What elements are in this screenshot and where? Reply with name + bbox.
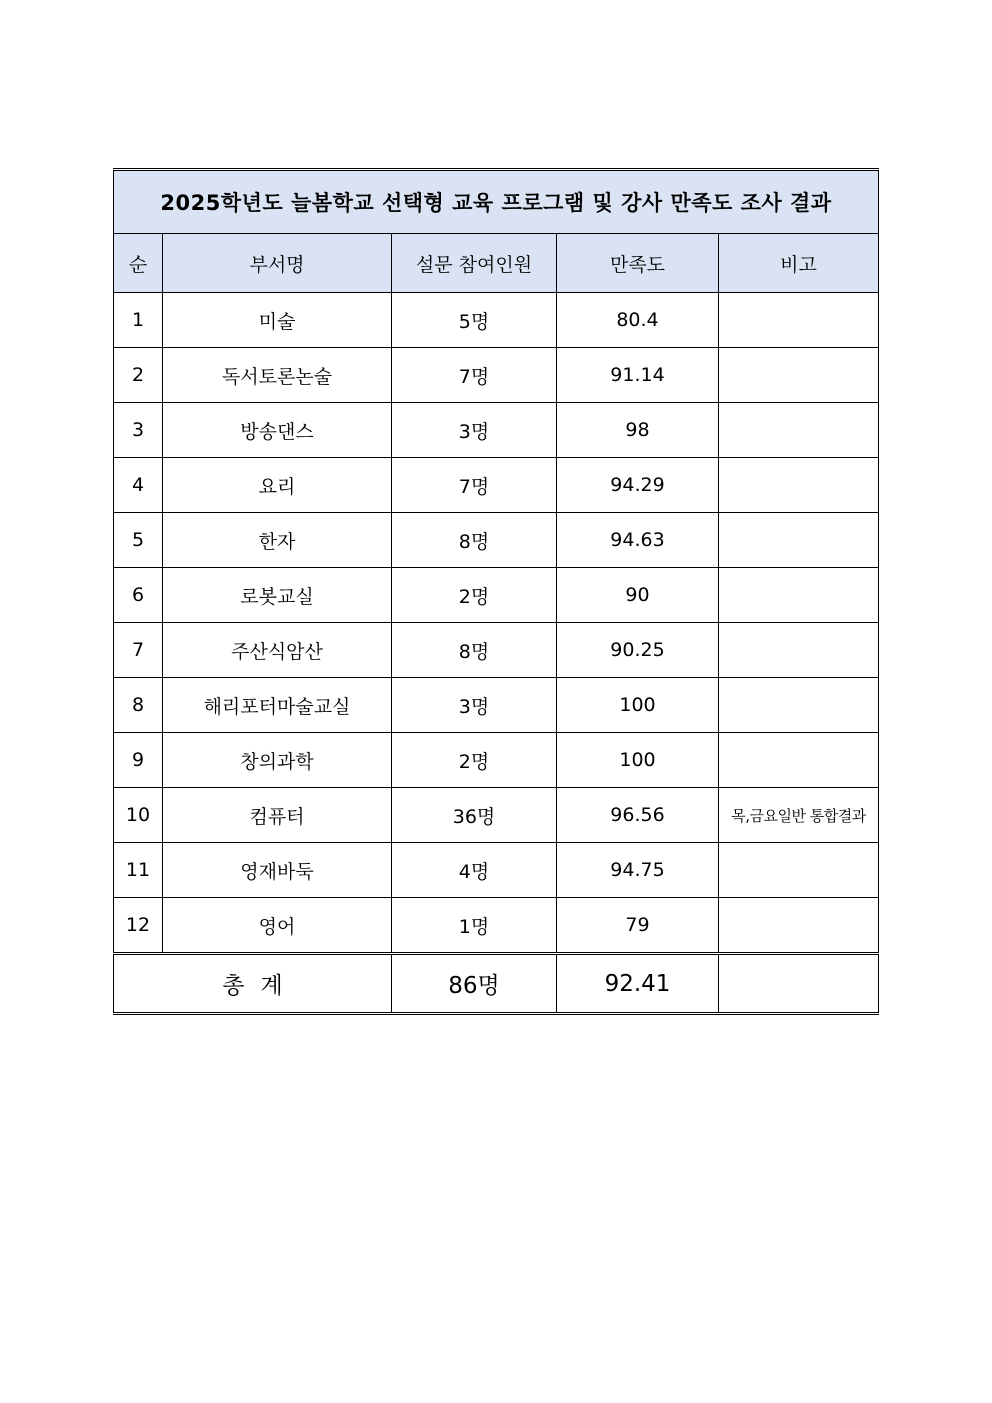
cell-no: 2 <box>114 348 163 403</box>
cell-note <box>719 733 879 788</box>
header-satisfaction: 만족도 <box>557 234 719 293</box>
cell-no: 6 <box>114 568 163 623</box>
page-title: 2025학년도 늘봄학교 선택형 교육 프로그램 및 강사 만족도 조사 결과 <box>114 170 879 234</box>
table-row <box>114 733 879 788</box>
survey-results-document <box>113 168 878 1015</box>
table-row <box>114 403 879 458</box>
cell-note <box>719 898 879 954</box>
cell-satisfaction: 90 <box>557 568 719 623</box>
table-row <box>114 293 879 348</box>
satisfaction-survey-table <box>113 168 879 1015</box>
total-label: 총계 <box>114 954 392 1014</box>
table-row <box>114 898 879 954</box>
table-row <box>114 568 879 623</box>
title-row <box>114 170 879 234</box>
total-note <box>719 954 879 1014</box>
cell-note <box>719 623 879 678</box>
cell-no: 4 <box>114 458 163 513</box>
cell-dept: 창의과학 <box>163 733 392 788</box>
table-row <box>114 458 879 513</box>
cell-note: 목,금요일반 통합결과 <box>719 788 879 843</box>
cell-dept: 주산식암산 <box>163 623 392 678</box>
cell-no: 12 <box>114 898 163 954</box>
cell-participants: 7명 <box>392 348 557 403</box>
table-row <box>114 623 879 678</box>
cell-note <box>719 348 879 403</box>
cell-dept: 요리 <box>163 458 392 513</box>
cell-satisfaction: 100 <box>557 678 719 733</box>
cell-satisfaction: 94.29 <box>557 458 719 513</box>
cell-note <box>719 843 879 898</box>
header-participants: 설문 참여인원 <box>392 234 557 293</box>
cell-satisfaction: 98 <box>557 403 719 458</box>
cell-dept: 한자 <box>163 513 392 568</box>
cell-no: 10 <box>114 788 163 843</box>
cell-participants: 5명 <box>392 293 557 348</box>
cell-no: 7 <box>114 623 163 678</box>
cell-no: 1 <box>114 293 163 348</box>
cell-participants: 1명 <box>392 898 557 954</box>
cell-satisfaction: 96.56 <box>557 788 719 843</box>
cell-satisfaction: 100 <box>557 733 719 788</box>
cell-participants: 7명 <box>392 458 557 513</box>
cell-no: 3 <box>114 403 163 458</box>
table-row <box>114 348 879 403</box>
cell-note <box>719 293 879 348</box>
cell-dept: 로봇교실 <box>163 568 392 623</box>
cell-satisfaction: 91.14 <box>557 348 719 403</box>
cell-no: 8 <box>114 678 163 733</box>
cell-dept: 미술 <box>163 293 392 348</box>
cell-dept: 방송댄스 <box>163 403 392 458</box>
cell-participants: 36명 <box>392 788 557 843</box>
cell-participants: 2명 <box>392 733 557 788</box>
cell-participants: 3명 <box>392 403 557 458</box>
total-satisfaction: 92.41 <box>557 954 719 1014</box>
cell-participants: 4명 <box>392 843 557 898</box>
cell-no: 9 <box>114 733 163 788</box>
cell-satisfaction: 90.25 <box>557 623 719 678</box>
header-row <box>114 234 879 293</box>
table-row <box>114 513 879 568</box>
cell-satisfaction: 94.63 <box>557 513 719 568</box>
cell-note <box>719 403 879 458</box>
cell-dept: 영어 <box>163 898 392 954</box>
cell-note <box>719 678 879 733</box>
cell-note <box>719 568 879 623</box>
cell-satisfaction: 94.75 <box>557 843 719 898</box>
cell-dept: 독서토론논술 <box>163 348 392 403</box>
cell-participants: 8명 <box>392 623 557 678</box>
header-no: 순 <box>114 234 163 293</box>
table-row <box>114 788 879 843</box>
cell-no: 11 <box>114 843 163 898</box>
total-row <box>114 954 879 1014</box>
cell-dept: 영재바둑 <box>163 843 392 898</box>
table-body <box>114 170 879 1014</box>
cell-satisfaction: 80.4 <box>557 293 719 348</box>
cell-note <box>719 513 879 568</box>
cell-satisfaction: 79 <box>557 898 719 954</box>
total-participants: 86명 <box>392 954 557 1014</box>
header-note: 비고 <box>719 234 879 293</box>
table-row <box>114 843 879 898</box>
cell-participants: 3명 <box>392 678 557 733</box>
cell-participants: 2명 <box>392 568 557 623</box>
cell-dept: 컴퓨터 <box>163 788 392 843</box>
header-dept: 부서명 <box>163 234 392 293</box>
cell-participants: 8명 <box>392 513 557 568</box>
table-row <box>114 678 879 733</box>
cell-note <box>719 458 879 513</box>
cell-dept: 해리포터마술교실 <box>163 678 392 733</box>
cell-no: 5 <box>114 513 163 568</box>
